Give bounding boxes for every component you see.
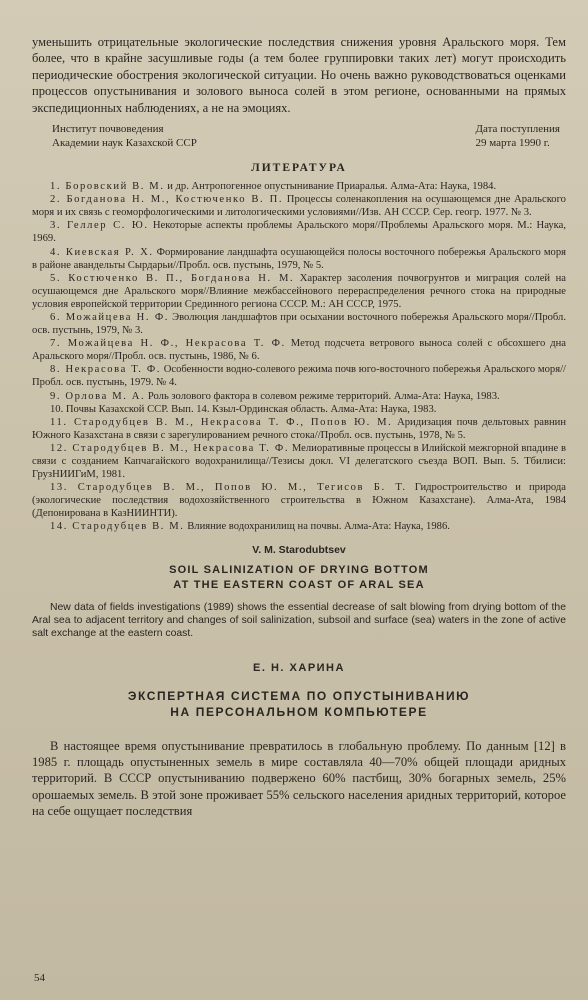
- page-number: 54: [34, 972, 45, 984]
- reference-item: [32, 337, 566, 363]
- reference-author: 3. Геллер С. Ю.: [50, 220, 149, 232]
- reference-text: 10. Почвы Казахской ССР. Вып. 14. Кзыл-Ординская область. Алма-Ата: Наука, 1983.: [50, 403, 437, 415]
- affiliation-block: [32, 122, 566, 150]
- received-date-block: [476, 122, 566, 150]
- literature-heading: ЛИТЕРАТУРА: [251, 162, 347, 175]
- reference-author: 7. Можайцева Н. Ф., Некрасова Т. Ф.: [50, 338, 286, 350]
- reference-item: [32, 363, 566, 389]
- reference-item: [32, 403, 566, 416]
- next-title-line-1: ЭКСПЕРТНАЯ СИСТЕМА ПО ОПУСТЫНИВАНИЮ: [127, 688, 471, 703]
- reference-author: 12. Стародубцев В. М., Некрасова Т. Ф.: [50, 442, 290, 454]
- institution-line-1: Институт почвоведения: [52, 123, 164, 136]
- reference-item: [32, 416, 566, 442]
- next-article-author: Е. Н. ХАРИНА: [253, 661, 345, 674]
- english-summary-title: [32, 563, 566, 593]
- english-abstract: New data of fields investigations (1989) shows the essential decrease of salt blowing from drying bottom of the Aral sea to adjacent territory and changes of soil salinization, subsoil and surface (sea) waters in the zone of active salt exchange at the eastern coast.: [32, 601, 566, 639]
- intro-paragraph: уменьшить отрицательные экологические последствия снижения уровня Аральского моря. Тем более, что в крайне засушливые годы (а тем более группировки таких лет) могут происходить периодические обострения экологической ситуации. Но очень важно руководствоваться оценками процессов опустынивания и золового выноса солей в этом регионе, основанными на прямых экспедиционных наблюдениях, а не на эмоциях.: [32, 35, 566, 115]
- reference-item: [32, 180, 566, 193]
- reference-text: Особенности водно-солевого режима почв юго-восточного побережья Аральского моря//Пробл. осв. пустынь, 1979. № 4.: [32, 364, 566, 389]
- reference-author: 9. Орлова М. А.: [50, 390, 146, 402]
- institution: [32, 122, 197, 150]
- reference-item: [32, 246, 566, 272]
- reference-author: 4. Киевская Р. Х.: [50, 246, 154, 258]
- reference-text: Метод подсчета ветрового выноса солей с обсохшего дна Аральского моря//Пробл. осв. пустынь, 1986, № 6.: [32, 338, 566, 363]
- english-summary-author: V. M. Starodubtsev: [252, 543, 346, 556]
- reference-text: Характер засоления почвогрунтов и миграция солей на осушающемся дне Аральского моря//Влияние межбассейнового перераспределения речного стока на природные условия европейской территории Срединного региона СССР. М.: АН СССР, 1975.: [32, 272, 566, 310]
- reference-item: [32, 481, 566, 520]
- reference-item: [32, 311, 566, 337]
- reference-author: 1. Боровский В. М.: [50, 181, 165, 193]
- reference-author: 6. Можайцева Н. Ф.: [50, 311, 170, 323]
- reference-item: [32, 390, 566, 403]
- reference-text: Формирование ландшафта осушающейся полосы восточного побережья Аральского моря в районе авандельты Сырдарьи//Пробл. осв. пустынь, 1979, № 5.: [32, 246, 566, 271]
- received-label: Дата поступления: [475, 123, 560, 136]
- reference-text: Некоторые аспекты проблемы Аральского моря//Проблемы Аральского моря. М.: Наука, 1969.: [32, 220, 567, 245]
- reference-item: [32, 520, 566, 533]
- reference-author: 11. Стародубцев В. М., Некрасова Т. Ф., Попов Ю. М.: [50, 416, 393, 428]
- reference-text: Процессы соленакопления на осушающемся дне Аральского моря и их связь с геоморфологическими и литологическими условиями//Изв. АН СССР. Сер. геогр. 1977. № 3.: [32, 194, 566, 219]
- reference-text: Гидростроительство и природа (экологические последствия водохозяйственного строительства в Южном Казахстане). Алма-Ата, 1984 (Депонирована в КазНИИНТИ).: [32, 482, 567, 520]
- reference-text: Мелиоративные процессы в Илийской межгорной впадине в связи с созданием Капчагайского водохранилища//Тезисы докл. VI делегатского съезда ВОП. Вып. 5. Тбилиси: ГрузНИИГиМ, 1981.: [32, 442, 566, 481]
- reference-author: 14. Стародубцев В. М.: [50, 521, 185, 533]
- english-title-line-1: SOIL SALINIZATION OF DRYING BOTTOM: [169, 563, 429, 576]
- reference-item: [32, 272, 566, 311]
- reference-item: [32, 442, 566, 481]
- reference-text: Эволюция ландшафтов при осыхании восточного побережья Аральского моря//Пробл. осв. пустынь, 1979, № 3.: [32, 311, 566, 337]
- reference-author: 5. Костюченко В. П., Богданова Н. М.: [50, 272, 295, 284]
- received-date: 29 марта 1990 г.: [475, 137, 550, 150]
- institution-line-2: Академии наук Казахской ССР: [52, 137, 197, 150]
- reference-text: и др. Антропогенное опустынивание Приаралья. Алма-Ата: Наука, 1984.: [164, 181, 497, 193]
- reference-text: Роль золового фактора в солевом режиме территорий. Алма-Ата: Наука, 1983.: [145, 390, 500, 402]
- reference-author: 13. Стародубцев В. М., Попов Ю. М., Тегисов Б. Т.: [50, 482, 407, 494]
- next-article-title: [32, 688, 566, 720]
- reference-text: Влияние водохранилищ на почвы. Алма-Ата: Наука, 1986.: [184, 521, 450, 533]
- reference-text: Аридизация почв дельтовых равнин Южного Казахстана в связи с зарегулированием речного стока//Пробл. осв. пустынь, 1978, № 5.: [32, 416, 566, 441]
- reference-author: 8. Некрасова Т. Ф.: [50, 364, 162, 376]
- reference-item: [32, 219, 566, 245]
- reference-item: [32, 193, 566, 219]
- reference-list: [32, 180, 566, 534]
- next-article-body: В настоящее время опустынивание превратилось в глобальную проблему. По данным [12] в 1985 г. площадь опустыненных земель в мире составляла 40—70% общей площади аридных территорий. В СССР опустыниванию подвержено 60% пастбищ, 30% богарных земель, 25% орошаемых земель. В этой зоне проживает 55% сельского населения аридных территорий, которое на себе ощущает последствия: [32, 738, 566, 819]
- next-title-line-2: НА ПЕРСОНАЛЬНОМ КОМПЬЮТЕРЕ: [170, 704, 428, 719]
- reference-author: 2. Богданова Н. М., Костюченко В. П.: [50, 194, 284, 206]
- english-title-line-2: AT THE EASTERN COAST OF ARAL SEA: [173, 578, 425, 591]
